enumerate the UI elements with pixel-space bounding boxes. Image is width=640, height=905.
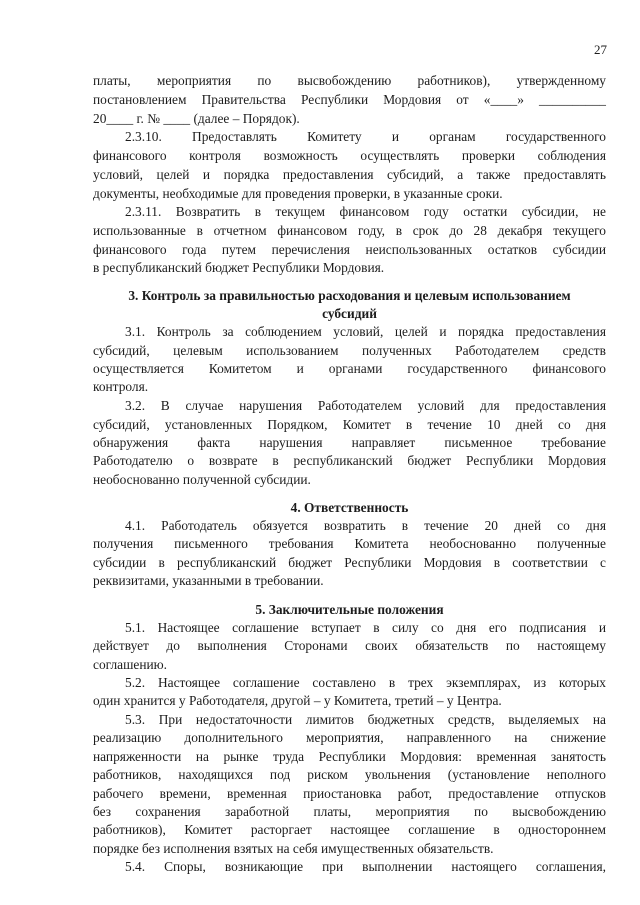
text-line: постановлением Правительства Республики Мордовия от «____» __________: [93, 92, 606, 107]
text-line: реализацию дополнительного мероприятия, направленного на снижение: [93, 730, 606, 745]
text-line: один хранится у Работодателя, другой – у Комитета, третий – у Центра.: [93, 693, 502, 708]
paragraph-first-line: 5.1. Настоящее соглашение вступает в силу со дня его подписания и: [125, 620, 606, 635]
text-line: работников), Комитет расторгает настоящее соглашение в одностороннем: [93, 822, 606, 837]
text-line: порядке без исполнения взятых на себя имущественных обязательств.: [93, 841, 494, 856]
paragraph-first-line: 5.3. При недостаточности лимитов бюджетных средств, выделяемых на: [125, 712, 606, 727]
text-line: напряженности на рынке труда Республики Мордовия: временная занятость: [93, 749, 606, 764]
section-heading-3: 3. Контроль за правильностью расходования и целевым использованием: [128, 288, 571, 303]
paragraph-first-line: 5.4. Споры, возникающие при выполнении настоящего соглашения,: [125, 859, 606, 874]
paragraph-first-line: 3.2. В случае нарушения Работодателем условий для предоставления: [125, 398, 606, 413]
text-line: Работодателю о возврате в республиканский бюджет Республики Мордовия: [93, 453, 606, 468]
text-line: реквизитами, указанными в требовании.: [93, 573, 324, 588]
text-line: рабочего времени, временная приостановка работ, предоставление отпусков: [93, 786, 606, 801]
paragraph-first-line: 3.1. Контроль за соблюдением условий, целей и порядка предоставления: [125, 324, 606, 339]
text-line: в республиканский бюджет Республики Мордовия.: [93, 260, 385, 275]
text-line: осуществляется Комитетом и органами государственного финансового: [93, 361, 606, 376]
text-line: субсидий, установленных Порядком, Комитет в течение 10 дней со дня: [93, 417, 606, 432]
paragraph-first-line: 4.1. Работодатель обязуется возвратить в течение 20 дней со дня: [125, 518, 606, 533]
text-line: соглашению.: [93, 657, 168, 672]
paragraph-first-line: 5.2. Настоящее соглашение составлено в трех экземплярах, из которых: [125, 675, 606, 690]
paragraph-first-line: 2.3.11. Возвратить в текущем финансовом году остатки субсидии, не: [125, 204, 606, 219]
text-line: 20____ г. № ____ (далее – Порядок).: [93, 111, 300, 126]
text-line: документы, необходимые для проведения проверки, в указанные сроки.: [93, 186, 503, 201]
text-line: условий, целей и порядка предоставления субсидий, а также предоставлять: [93, 167, 606, 182]
text-line: субсидии в республиканский бюджет Республики Мордовия в соответствии с: [93, 555, 606, 570]
text-line: использованные в отчетном финансовом году, в срок до 28 декабря текущего: [93, 223, 606, 238]
section-heading-4: 4. Ответственность: [290, 500, 409, 515]
text-line: действует до выполнения Сторонами своих обязательств по настоящему: [93, 638, 606, 653]
page-number: 27: [594, 42, 607, 57]
text-line: без сохранения заработной платы, мероприятия по высвобождению: [93, 804, 606, 819]
text-line: субсидий, целевым использованием полученных Работодателем средств: [93, 343, 606, 358]
text-line: обнаружения факта нарушения направляет письменное требование: [93, 435, 606, 450]
text-line: получения письменного требования Комитета необоснованно полученные: [93, 536, 606, 551]
text-line: контроля.: [93, 379, 149, 394]
text-line: финансового контроля возможность осуществлять проверки соблюдения: [93, 148, 606, 163]
paragraph-first-line: 2.3.10. Предоставлять Комитету и органам государственного: [125, 129, 606, 144]
section-heading-5: 5. Заключительные положения: [255, 602, 444, 617]
text-line: платы, мероприятия по высвобождению работников), утвержденному: [93, 73, 606, 88]
section-heading-3-cont: субсидий: [322, 306, 377, 321]
text-line: необоснованно полученной субсидии.: [93, 472, 311, 487]
text-line: финансового года путем перечисления неиспользованных остатков субсидии: [93, 242, 606, 257]
text-line: работников, находящихся под риском увольнения (установление неполного: [93, 767, 606, 782]
